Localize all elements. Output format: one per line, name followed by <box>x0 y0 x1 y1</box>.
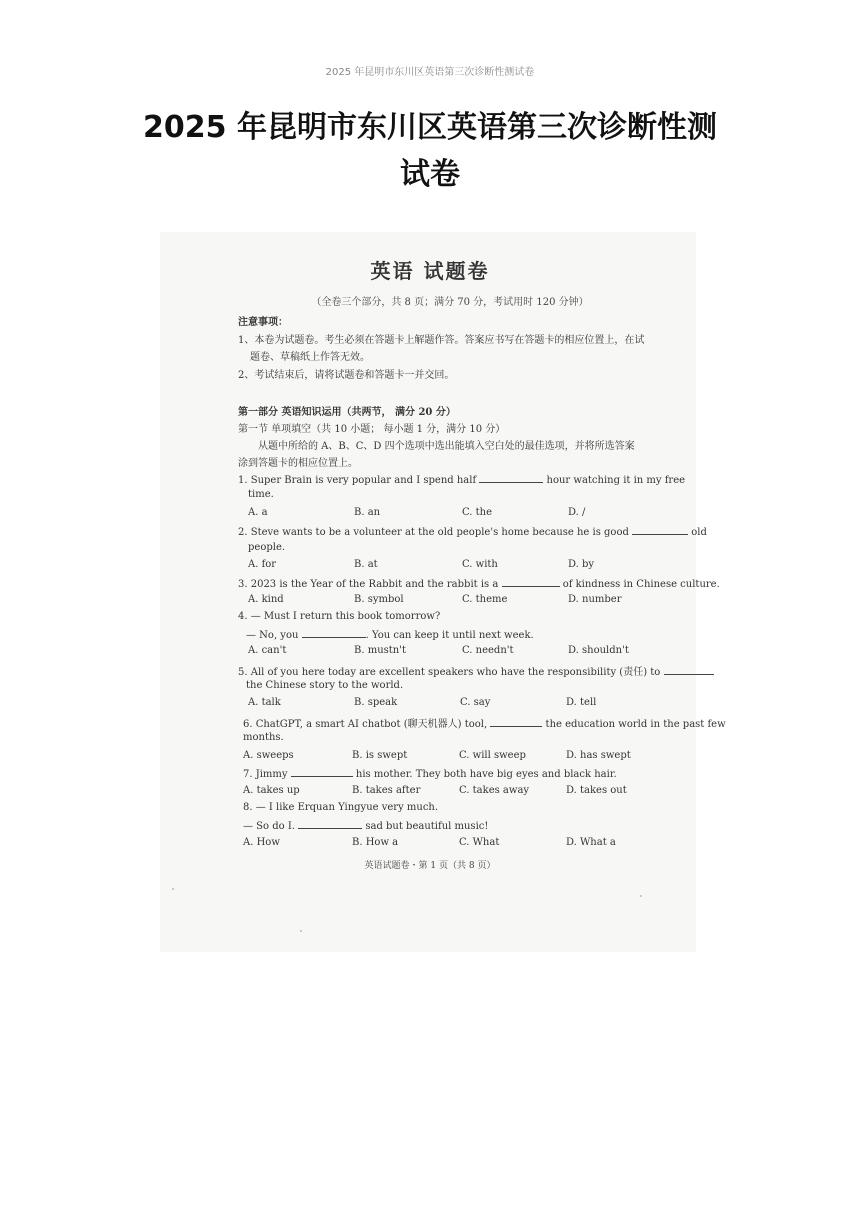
option-a: A. kind <box>248 594 284 605</box>
question-8-response <box>243 819 488 832</box>
notice-item-2: 2、考试结束后，请将试题卷和答题卡一并交回。 <box>238 370 455 381</box>
instructions: 从题中所给的 A、B、C、D 四个选项中选出能填入空白处的最佳选项，并将所选答案 <box>258 441 635 452</box>
option-c: C. What <box>459 837 500 848</box>
section-1-heading: 第一节 单项填空（共 10 小题； 每小题 1 分，满分 10 分） <box>238 424 506 435</box>
question-8-reply: — So do I. <box>243 821 295 832</box>
answer-blank <box>632 525 688 535</box>
question-1 <box>238 473 685 486</box>
option-b: B. at <box>354 559 378 570</box>
option-a: A. talk <box>248 697 281 708</box>
option-b: B. is swept <box>352 750 408 761</box>
question-8-reply-end: sad but beautiful music! <box>365 821 489 832</box>
answer-blank <box>502 577 560 587</box>
question-3-stem: 3. 2023 is the Year of the Rabbit and the rabbit is a <box>238 579 499 590</box>
option-d: D. has swept <box>566 750 631 761</box>
option-a: A. sweeps <box>243 750 294 761</box>
question-4-response <box>246 628 534 641</box>
question-3 <box>238 577 720 590</box>
paper-subtitle: （全卷三个部分，共 8 页；满分 70 分，考试用时 120 分钟） <box>311 297 589 308</box>
answer-blank <box>664 665 714 675</box>
option-c: C. will sweep <box>459 750 526 761</box>
option-b: B. How a <box>352 837 399 848</box>
option-c: C. needn't <box>462 645 514 656</box>
option-d: D. takes out <box>566 785 627 796</box>
option-d: D. tell <box>566 697 597 708</box>
option-a: A. for <box>248 559 277 570</box>
option-d: D. What a <box>566 837 616 848</box>
page-footer: 英语试题卷・第 1 页（共 8 页） <box>364 861 496 871</box>
question-1-cont: time. <box>248 489 274 500</box>
answer-blank <box>479 473 543 483</box>
question-5 <box>238 663 714 678</box>
question-2-cont: people. <box>248 542 286 553</box>
option-a: A. How <box>243 837 280 848</box>
paper-title: 英语 试题卷 <box>370 259 490 283</box>
option-d: D. by <box>568 559 595 570</box>
question-7-stem: 7. Jimmy <box>243 769 288 780</box>
option-a: A. takes up <box>243 785 300 796</box>
question-5-cont: the Chinese story to the world. <box>246 680 404 691</box>
option-d: D. shouldn't <box>568 645 629 656</box>
question-7 <box>243 767 617 780</box>
answer-blank <box>298 819 362 829</box>
question-1-stem: 1. Super Brain is very popular and I spend half <box>238 475 477 486</box>
option-a: A. can't <box>248 645 287 656</box>
document-title-line-1: 2025 年昆明市东川区英语第三次诊断性测 <box>143 110 717 145</box>
option-c: C. with <box>462 559 498 570</box>
answer-blank <box>490 717 542 727</box>
option-d: D. / <box>568 507 586 518</box>
scan-speck <box>300 930 302 932</box>
question-6-cont: months. <box>243 732 284 743</box>
option-b: B. mustn't <box>354 645 406 656</box>
document-title <box>110 104 750 198</box>
option-b: B. an <box>354 507 381 518</box>
page-header: 2025 年昆明市东川区英语第三次诊断性测试卷 <box>325 67 535 78</box>
question-1-stem-end: hour watching it in my free <box>546 475 686 486</box>
option-a: A. a <box>248 507 268 518</box>
option-c: C. takes away <box>459 785 530 796</box>
scan-speck <box>640 895 642 897</box>
option-c: C. the <box>462 507 493 518</box>
question-8: 8. — I like Erquan Yingyue very much. <box>243 802 439 813</box>
document-title-line-2: 试卷 <box>400 157 460 192</box>
notice-item-1-cont: 题卷、草稿纸上作答无效。 <box>250 352 370 363</box>
option-b: B. symbol <box>354 594 404 605</box>
question-4: 4. — Must I return this book tomorrow? <box>238 611 441 622</box>
instructions-cont: 涂到答题卡的相应位置上。 <box>238 458 358 469</box>
option-b: B. speak <box>354 697 398 708</box>
question-2 <box>238 525 707 538</box>
question-3-stem-end: of kindness in Chinese culture. <box>562 579 720 590</box>
option-c: C. say <box>460 697 491 708</box>
option-d: D. number <box>568 594 622 605</box>
question-5-stem: 5. All of you here today are excellent speakers who have the responsibility (责任) to <box>238 667 661 678</box>
question-2-stem: 2. Steve wants to be a volunteer at the old people's home because he is good <box>238 527 629 538</box>
answer-blank <box>291 767 353 777</box>
notice-item-1: 1、本卷为试题卷。考生必须在答题卡上解题作答。答案应书写在答题卡的相应位置上，在试 <box>238 335 645 346</box>
question-4-reply-end: . You can keep it until next week. <box>365 630 534 641</box>
question-4-reply: — No, you <box>246 630 299 641</box>
question-6-stem: 6. ChatGPT, a smart AI chatbot (聊天机器人) tool, <box>243 719 488 730</box>
answer-blank <box>302 628 366 638</box>
question-6-stem-end: the education world in the past few <box>545 719 726 730</box>
scan-speck <box>172 888 174 890</box>
option-b: B. takes after <box>352 785 421 796</box>
question-7-stem-end: his mother. They both have big eyes and black hair. <box>355 769 617 780</box>
notice-heading: 注意事项： <box>238 317 288 328</box>
question-2-stem-end: old <box>691 527 707 538</box>
option-c: C. theme <box>462 594 508 605</box>
part-1-heading: 第一部分 英语知识运用（共两节， 满分 20 分） <box>238 407 456 418</box>
question-6 <box>243 715 726 730</box>
